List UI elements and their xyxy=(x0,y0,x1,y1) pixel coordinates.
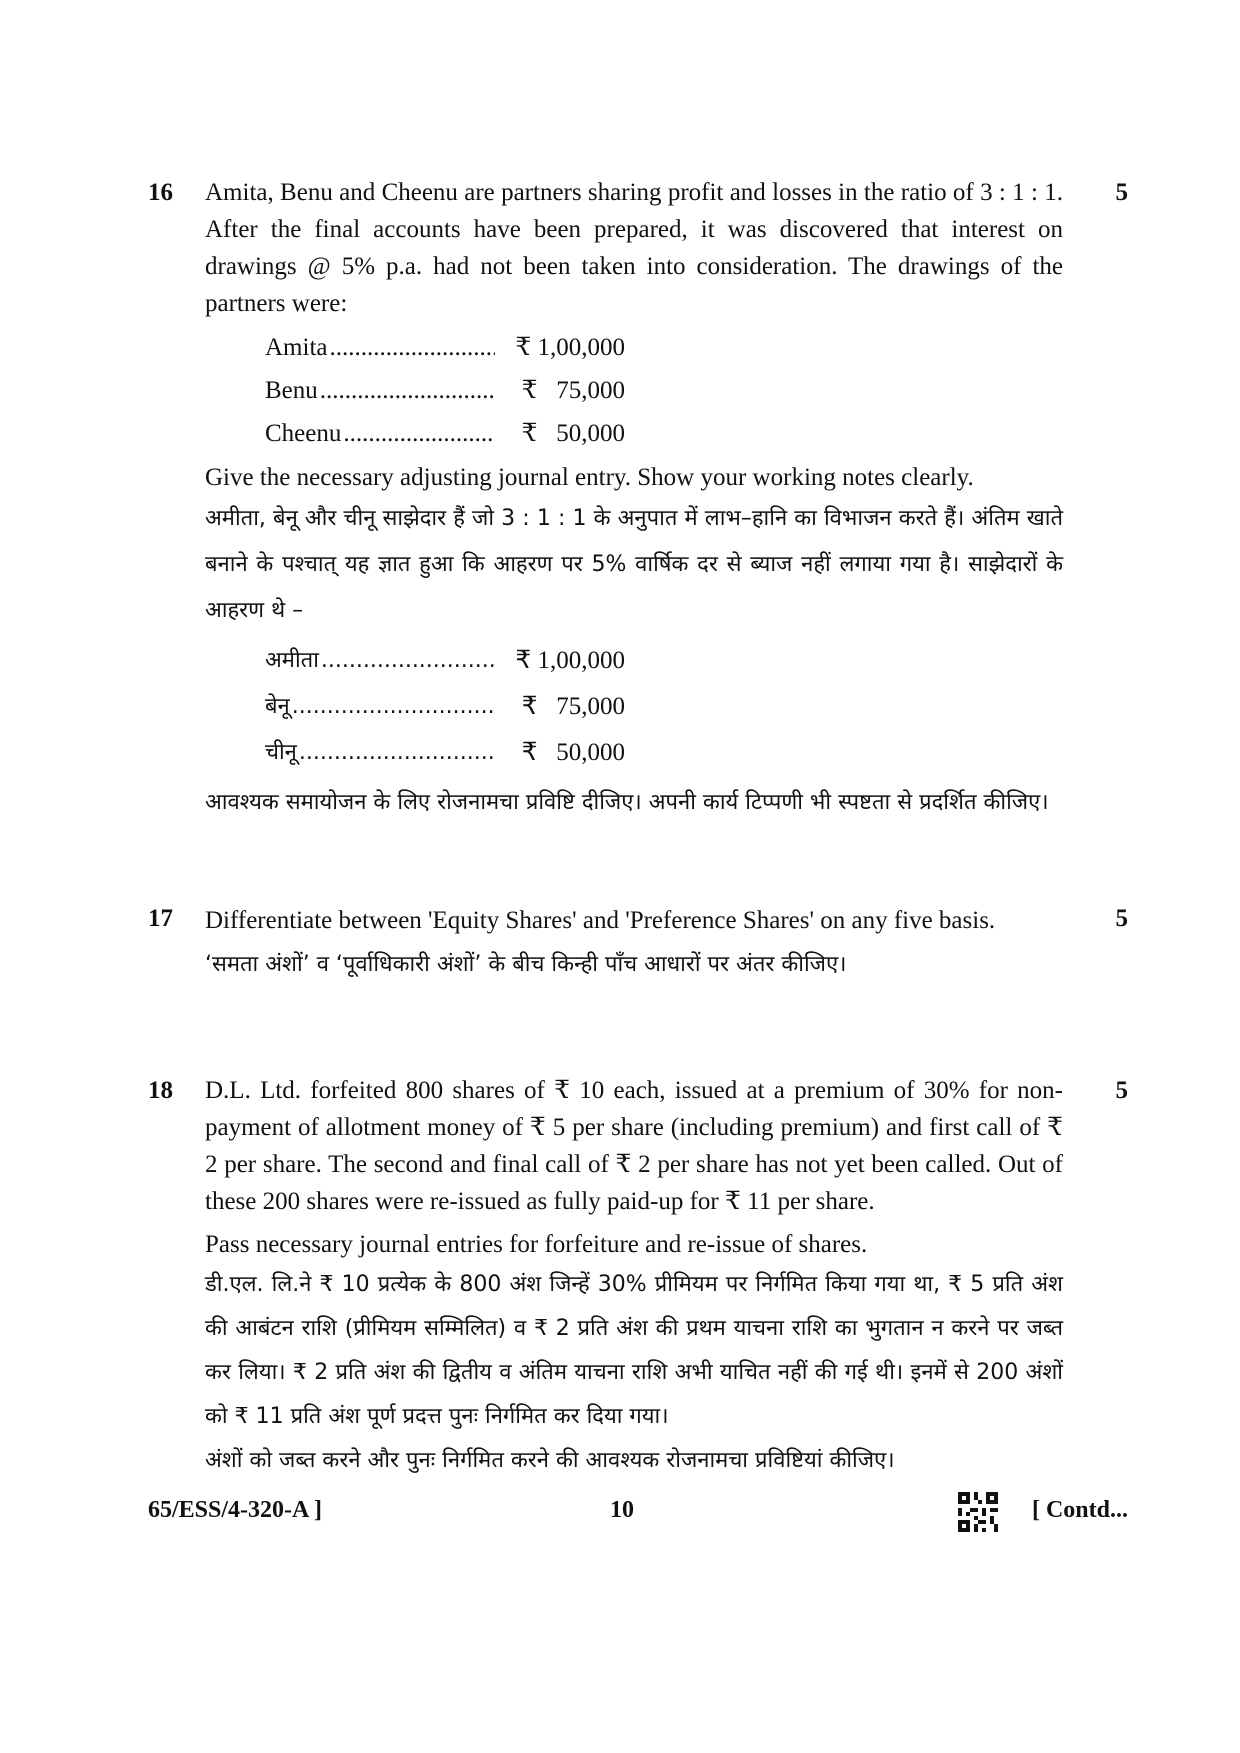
question-marks: 5 xyxy=(1115,1077,1128,1104)
continued-label: [ Contd... xyxy=(1031,1497,1128,1523)
drawing-row: Amita ..... ₹ 1,00,000 xyxy=(265,326,625,369)
question-number: 18 xyxy=(148,1077,173,1104)
question-text-hindi: ‘समता अंशों’ व ‘पूर्वाधिकारी अंशों’ के बीच किन्ही पाँच आधारों पर अंतर कीजिए। xyxy=(205,952,847,977)
instruction-english: Give the necessary adjusting journal entry. Show your working notes clearly. xyxy=(205,464,974,491)
question-17 xyxy=(148,900,1128,988)
drawing-row: Benu ..... ₹ 75,000 xyxy=(265,369,625,412)
question-18 xyxy=(148,1072,1128,1483)
question-number: 16 xyxy=(148,179,173,206)
question-16 xyxy=(148,174,1128,826)
drawing-row: Cheenu ..... ₹ 50,000 xyxy=(265,412,625,455)
question-number: 17 xyxy=(148,905,173,932)
question-marks: 5 xyxy=(1115,905,1128,932)
question-text-hindi: अमीता, बेनू और चीनू साझेदार हैं जो 3 : 1 : 1 के अनुपात में लाभ–हानि का विभाजन करते हैं। अंतिम खाते बनाने के पश्चात् यह ज्ञात हुआ कि आहरण पर 5% वार्षिक दर से ब्याज नहीं लगाया गया है। साझेदारों के आहरण थे – xyxy=(205,506,1063,623)
instruction-english: Pass necessary journal entries for forfeiture and re-issue of shares. xyxy=(205,1231,868,1258)
question-text-hindi: डी.एल. लि.ने ₹ 10 प्रत्येक के 800 अंश जिन्हें 30% प्रीमियम पर निर्गमित किया गया था, ₹ 5 प्रति अंश की आबंटन राशि (प्रीमियम सम्मिलित) व ₹ 2 प्रति अंश की प्रथम याचना राशि का भुगतान न करने पर जब्त कर लिया। ₹ 2 प्रति अंश की द्वितीय व अंतिम याचना राशि अभी याचित नहीं की गई थी। इनमें से 200 अंशों को ₹ 11 प्रति अंश पूर्ण प्रदत्त पुनः निर्गमित कर दिया गया। xyxy=(205,1272,1063,1429)
instruction-hindi: आवश्यक समायोजन के लिए रोजनामचा प्रविष्टि दीजिए। अपनी कार्य टिप्पणी भी स्पष्टता से प्रदर्शित कीजिए। xyxy=(205,790,1049,815)
question-text-english: Differentiate between 'Equity Shares' and 'Preference Shares' on any five basis. xyxy=(205,907,996,934)
qr-code-icon xyxy=(958,1492,998,1532)
paper-code: 65/ESS/4-320-A ] xyxy=(148,1497,323,1523)
page-number: 10 xyxy=(610,1497,634,1523)
drawings-list-english xyxy=(265,326,1063,455)
drawing-row: चीनू ..... ₹ 50,000 xyxy=(265,730,625,776)
drawing-row: अमीता ..... ₹ 1,00,000 xyxy=(265,638,625,684)
instruction-hindi: अंशों को जब्त करने और पुनः निर्गमित करने की आवश्यक रोजनामचा प्रविष्टियां कीजिए। xyxy=(205,1448,895,1473)
question-marks: 5 xyxy=(1115,179,1128,206)
question-text-english: Amita, Benu and Cheenu are partners sharing profit and losses in the ratio of 3 : 1 : 1. After the final accounts have been prepared, it was discovered that interest on drawings @ 5% p.a. had not been taken into consideration. The drawings of the partners were: xyxy=(205,179,1063,317)
drawings-list-hindi xyxy=(265,638,1063,776)
drawing-row: बेनू ..... ₹ 75,000 xyxy=(265,684,625,730)
question-text-english: D.L. Ltd. forfeited 800 shares of ₹ 10 each, issued at a premium of 30% for non-payment of allotment money of ₹ 5 per share (including premium) and first call of ₹ 2 per share. The second and final call of ₹ 2 per share has not yet been called. Out of these 200 shares were re-issued as fully paid-up for ₹ 11 per share. xyxy=(205,1077,1063,1215)
